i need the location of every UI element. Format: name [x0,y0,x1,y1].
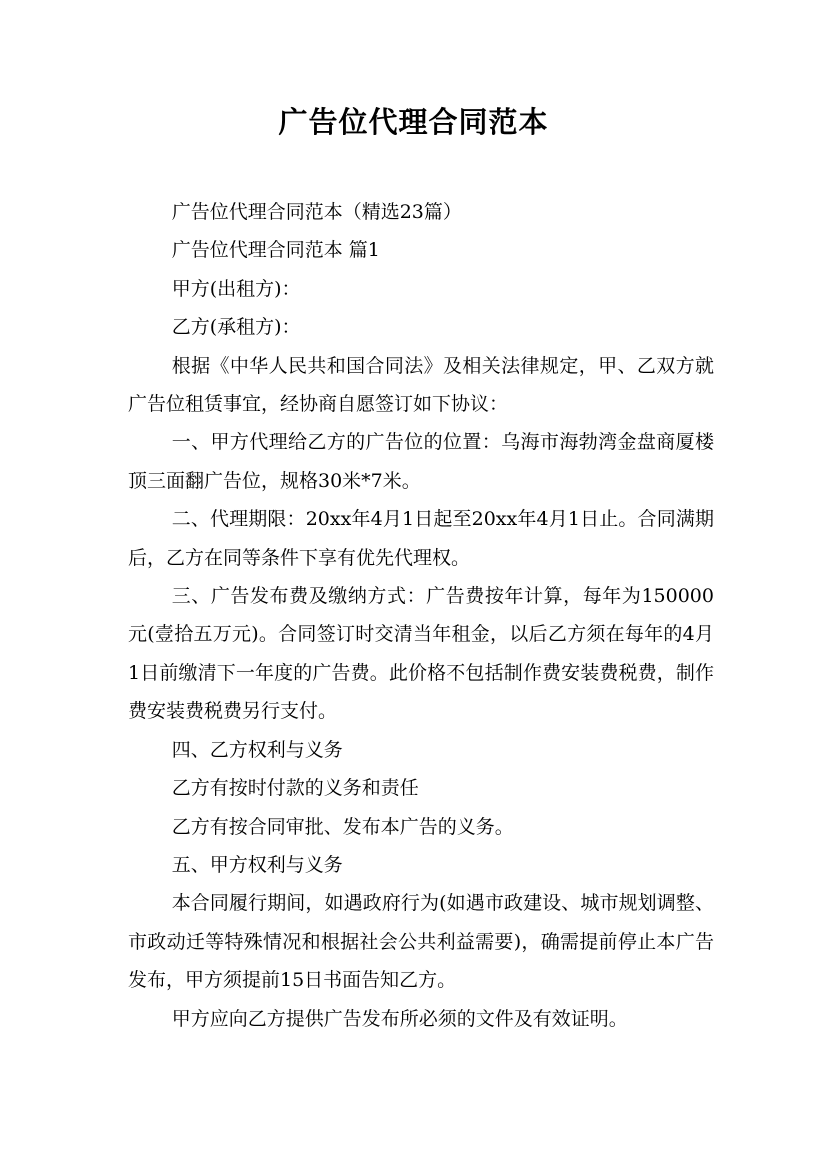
paragraph-clause-5-item-1: 本合同履行期间，如遇政府行为(如遇市政建设、城市规划调整、市政动迁等特殊情况和根据社会公共利益需要)，确需提前停止本广告发布，甲方须提前15日书面告知乙方。 [128,892,714,992]
paragraph-clause-5-heading: 五、甲方权利与义务 [171,853,343,876]
paragraph-clause-1: 一、甲方代理给乙方的广告位的位置：乌海市海勃湾金盘商厦楼顶三面翻广告位，规格30米*7米。 [128,431,714,492]
paragraph-party-b: 乙方(承租方)： [171,316,301,339]
paragraph-clause-4-heading: 四、乙方权利与义务 [171,738,343,761]
paragraph-preamble: 根据《中华人民共和国合同法》及相关法律规定，甲、乙双方就广告位租赁事宜，经协商自愿签订如下协议： [128,354,714,416]
paragraph-section-heading: 广告位代理合同范本 篇1 [171,239,380,262]
paragraph-clause-2: 二、代理期限：20xx年4月1日起至20xx年4月1日止。合同满期后，乙方在同等条件下享有优先代理权。 [128,508,714,569]
paragraph-clause-3: 三、广告发布费及缴纳方式：广告费按年计算，每年为150000元(壹拾五万元)。合同签订时交清当年租金，以后乙方须在每年的4月1日前缴清下一年度的广告费。此价格不包括制作费安装费税费，制作费安装费税费另行支付。 [128,585,714,723]
paragraph-clause-4-item-1: 乙方有按时付款的义务和责任 [171,777,419,800]
paragraph-subtitle: 广告位代理合同范本（精选23篇） [171,201,462,223]
paragraph-clause-5-item-2: 甲方应向乙方提供广告发布所必须的文件及有效证明。 [171,1007,628,1030]
paragraph-party-a: 甲方(出租方)： [171,277,301,300]
document-title: 广告位代理合同范本 [278,105,549,139]
document-body [128,193,714,1038]
paragraph-clause-4-item-2: 乙方有按合同审批、发布本广告的义务。 [171,815,514,838]
